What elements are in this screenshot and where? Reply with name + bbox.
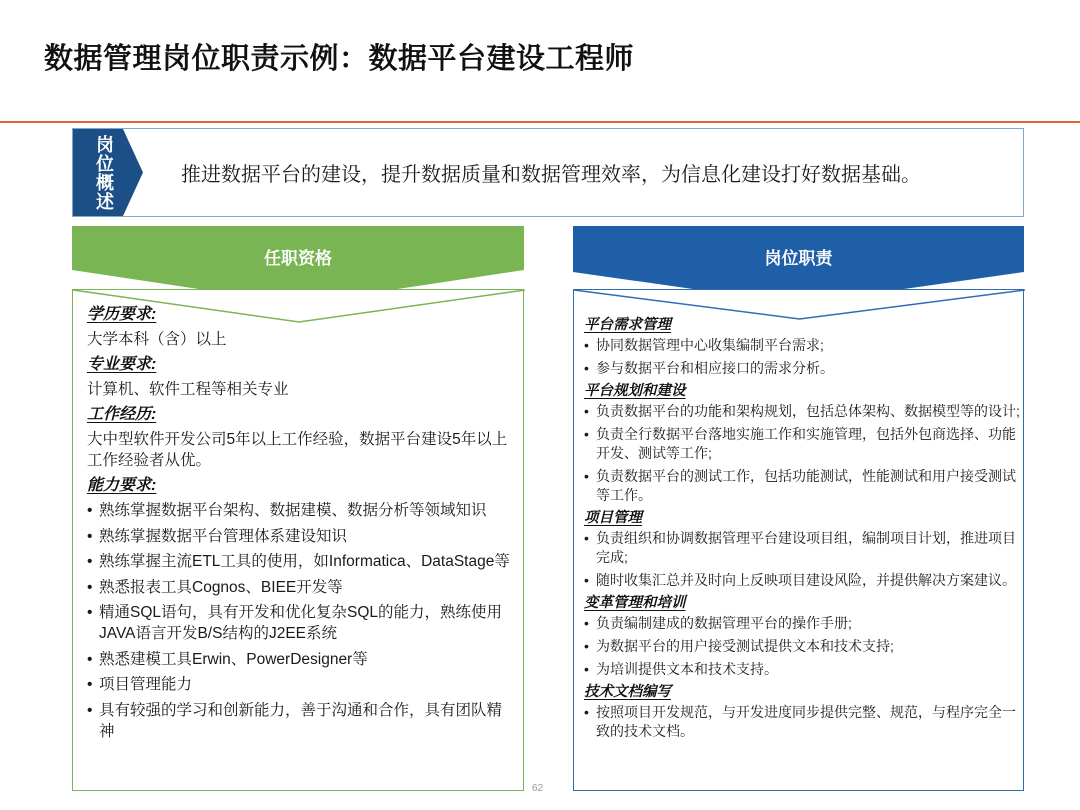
list-item: • 熟悉建模工具Erwin、PowerDesigner等 bbox=[87, 649, 517, 670]
education-text: 大学本科（含）以上 bbox=[87, 331, 227, 348]
responsibilities-content bbox=[584, 315, 1020, 745]
section-list-project bbox=[584, 529, 1020, 590]
list-item: • 负责编制建成的数据管理平台的操作手册; bbox=[584, 614, 1020, 633]
list-item: • 协同数据管理中心收集编制平台需求; bbox=[584, 336, 1020, 355]
overview-tag-label: 岗位概述 bbox=[94, 135, 114, 211]
overview-panel bbox=[72, 128, 1024, 217]
title-divider bbox=[0, 121, 1080, 123]
major-text: 计算机、软件工程等相关专业 bbox=[87, 381, 289, 398]
experience-text: 大中型软件开发公司5年以上工作经验，数据平台建设5年以上工作经验者从优。 bbox=[87, 431, 508, 469]
section-list-change bbox=[584, 614, 1020, 679]
responsibilities-header-label: 岗位职责 bbox=[764, 249, 833, 268]
list-item: • 为数据平台的用户接受测试提供文本和技术支持; bbox=[584, 637, 1020, 656]
page-title: 数据管理岗位职责示例：数据平台建设工程师 bbox=[44, 43, 635, 75]
section-list-requirements bbox=[584, 336, 1020, 378]
list-item: • 为培训提供文本和技术支持。 bbox=[584, 660, 1020, 679]
section-title-docs: 技术文档编写 bbox=[584, 684, 671, 700]
qualifications-content bbox=[87, 300, 517, 746]
section-list-docs bbox=[584, 703, 1020, 741]
responsibilities-box bbox=[573, 289, 1024, 791]
overview-tag bbox=[73, 129, 147, 216]
major-title: 专业要求: bbox=[87, 356, 157, 373]
list-item: • 负责数据平台的功能和架构规划，包括总体架构、数据模型等的设计; bbox=[584, 402, 1020, 421]
list-item: • 熟练掌握主流ETL工具的使用，如Informatica、DataStage等 bbox=[87, 551, 517, 572]
overview-text: 推进数据平台的建设，提升数据质量和数据管理效率，为信息化建设打好数据基础。 bbox=[181, 164, 921, 186]
experience-title: 工作经历: bbox=[87, 406, 157, 423]
list-item: • 随时收集汇总并及时向上反映项目建设风险，并提供解决方案建议。 bbox=[584, 571, 1020, 590]
list-item: • 参与数据平台和相应接口的需求分析。 bbox=[584, 359, 1020, 378]
ability-list bbox=[87, 500, 517, 742]
education-title: 学历要求: bbox=[87, 306, 157, 323]
section-title-change: 变革管理和培训 bbox=[584, 595, 686, 611]
section-title-planning: 平台规划和建设 bbox=[584, 383, 686, 399]
section-list-planning bbox=[584, 402, 1020, 505]
list-item: • 熟练掌握数据平台架构、数据建模、数据分析等领域知识 bbox=[87, 500, 517, 521]
list-item: • 精通SQL语句，具有开发和优化复杂SQL的能力，熟练使用JAVA语言开发B/S结构的J2EE系统 bbox=[87, 602, 517, 644]
list-item: • 熟悉报表工具Cognos、BIEE开发等 bbox=[87, 577, 517, 598]
list-item: • 负责数据平台的测试工作，包括功能测试，性能测试和用户接受测试等工作。 bbox=[584, 467, 1020, 505]
qualifications-box bbox=[72, 289, 524, 791]
page-number: 62 bbox=[532, 783, 544, 794]
list-item: • 负责全行数据平台落地实施工作和实施管理，包括外包商选择、功能开发、测试等工作; bbox=[584, 425, 1020, 463]
list-item: • 熟练掌握数据平台管理体系建设知识 bbox=[87, 526, 517, 547]
list-item: • 项目管理能力 bbox=[87, 674, 517, 695]
section-title-project: 项目管理 bbox=[584, 510, 642, 526]
qualifications-header-label: 任职资格 bbox=[264, 249, 332, 268]
list-item: • 按照项目开发规范，与开发进度同步提供完整、规范，与程序完全一致的技术文档。 bbox=[584, 703, 1020, 741]
section-title-requirements: 平台需求管理 bbox=[584, 317, 671, 333]
list-item: • 负责组织和协调数据管理平台建设项目组，编制项目计划，推进项目完成; bbox=[584, 529, 1020, 567]
ability-title: 能力要求: bbox=[87, 477, 157, 494]
list-item: • 具有较强的学习和创新能力，善于沟通和合作，具有团队精神 bbox=[87, 700, 517, 742]
